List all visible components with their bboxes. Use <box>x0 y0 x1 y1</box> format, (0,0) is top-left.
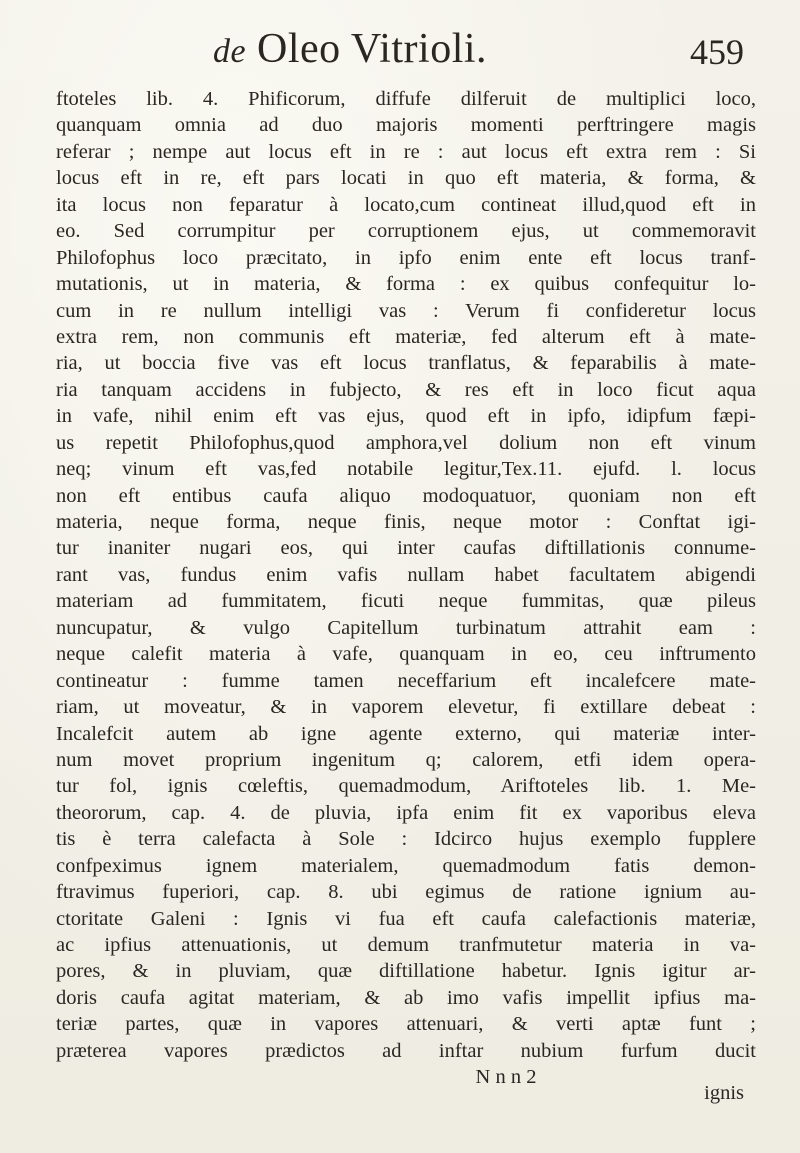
text-line: nuncupatur, & vulgo Capitellum turbinatum attrahit eam : <box>56 616 756 639</box>
text-line: præterea vapores prædictos ad inftar nubium furfum ducit <box>56 1039 756 1062</box>
text-line: Philofophus loco præcitato, in ipfo enim ente eft locus tranf- <box>56 246 756 269</box>
text-line: referar ; nempe aut locus eft in re : aut locus eft extra rem : Si <box>56 140 756 163</box>
text-line: doris caufa agitat materiam, & ab imo vafis impellit ipfius ma- <box>56 986 756 1009</box>
running-title-main: Oleo Vitrioli. <box>257 26 488 72</box>
page-number: 459 <box>690 32 744 72</box>
signature-mark: N n n 2 <box>475 1066 537 1089</box>
text-line: tur inaniter nugari eos, qui inter caufas diftillationis connume- <box>56 537 756 560</box>
text-line: locus eft in re, eft pars locati in quo eft materia, & forma, & <box>56 167 756 190</box>
text-line: contineatur : fumme tamen neceffarium eft incalefcere mate- <box>56 669 756 692</box>
text-line: cum in re nullum intelligi vas : Verum fi confideretur locus <box>56 299 756 322</box>
text-line: rant vas, fundus enim vafis nullam habet facultatem abigendi <box>56 563 756 586</box>
text-line: extra rem, non communis eft materiæ, fed alterum eft à mate- <box>56 325 756 348</box>
text-line: eo. Sed corrumpitur per corruptionem ejus, ut commemoravit <box>56 220 756 243</box>
page-header <box>0 24 800 84</box>
body-text <box>56 86 756 1091</box>
text-line: tis è terra calefacta à Sole : Idcirco hujus exemplo fupplere <box>56 828 756 851</box>
text-line: riam, ut moveatur, & in vaporem elevetur, fi extillare debeat : <box>56 696 756 719</box>
text-line: ac ipfius attenuationis, ut demum tranfmutetur materia in va- <box>56 934 756 956</box>
text-line: ctoritate Galeni : Ignis vi fua eft caufa calefactionis materiæ, <box>56 907 756 930</box>
text-line: confpeximus ignem materialem, quemadmodum fatis demon- <box>56 854 756 877</box>
text-line: ria, ut boccia five vas eft locus tranflatus, & feparabilis à mate- <box>56 352 756 375</box>
text-line: pores, & in pluviam, quæ diftillatione habetur. Ignis igitur ar- <box>56 960 756 983</box>
text-line: num movet proprium ingenitum q; calorem, etfi idem opera- <box>56 748 756 771</box>
text-line: Incalefcit autem ab igne agente externo, qui materiæ inter- <box>56 722 756 745</box>
text-line: materia, neque forma, neque finis, neque motor : Conftat igi- <box>56 511 756 533</box>
text-line: us repetit Philofophus,quod amphora,vel dolium non eft vinum <box>56 431 756 454</box>
text-line: ftoteles lib. 4. Phificorum, diffufe dilferuit de multiplici loco, <box>56 88 756 110</box>
text-line: ftravimus fuperiori, cap. 8. ubi egimus de ratione ignium au- <box>56 881 756 904</box>
running-title <box>200 24 500 77</box>
text-line: mutationis, ut in materia, & forma : ex quibus confequitur lo- <box>56 273 756 296</box>
text-line: tur fol, ignis cœleftis, quemadmodum, Ariftoteles lib. 1. Me- <box>56 775 756 798</box>
text-line: quanquam omnia ad duo majoris momenti perftringere magis <box>56 114 756 137</box>
text-line: teriæ partes, quæ in vapores attenuari, & verti aptæ funt ; <box>56 1013 756 1036</box>
text-line: in vafe, nihil enim eft vas ejus, quod eft in ipfo, idipfum fæpi- <box>56 405 756 428</box>
running-title-prefix: de <box>212 33 247 70</box>
text-line: neque calefit materia à vafe, quanquam in eo, ceu inftrumento <box>56 643 756 666</box>
text-line: neq; vinum eft vas,fed notabile legitur,Tex.11. ejufd. l. locus <box>56 458 756 481</box>
catchword: ignis <box>704 1082 744 1104</box>
text-line: materiam ad fummitatem, ficuti neque fummitas, quæ pileus <box>56 590 756 613</box>
text-line: ria tanquam accidens in fubjecto, & res eft in loco ficut aqua <box>56 378 756 401</box>
text-line: theororum, cap. 4. de pluvia, ipfa enim fit ex vaporibus eleva <box>56 801 756 824</box>
text-line: ita locus non feparatur à locato,cum contineat illud,quod eft in <box>56 193 756 216</box>
text-line: non eft entibus caufa aliquo modoquatuor, quoniam non eft <box>56 484 756 507</box>
